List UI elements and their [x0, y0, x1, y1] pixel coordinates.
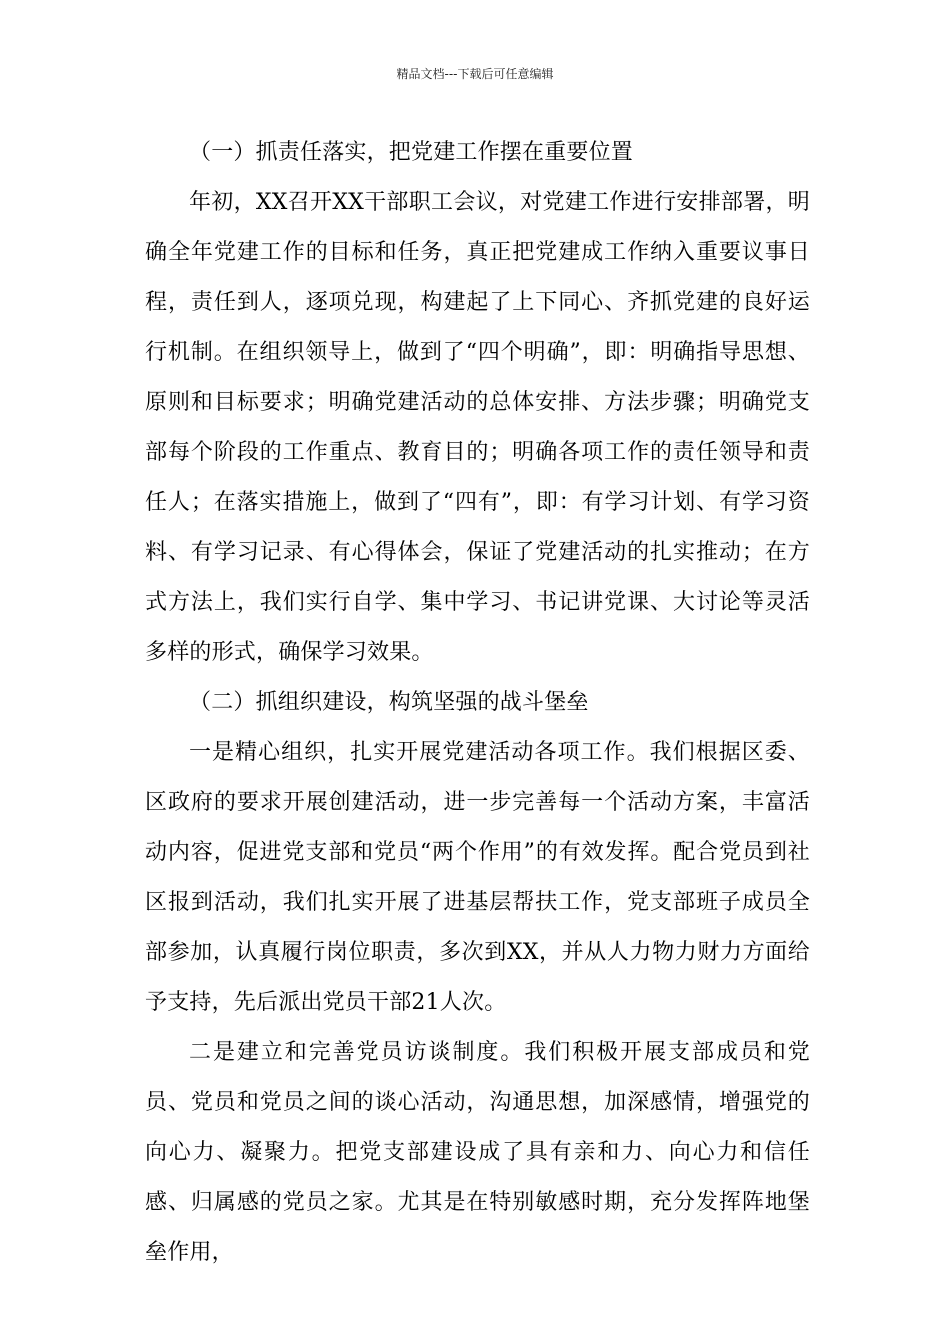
- section-2-paragraph-1: 一是精心组织，扎实开展党建活动各项工作。我们根据区委、区政府的要求开展创建活动，进一步完善每一个活动方案，丰富活动内容，促进党支部和党员“两个作用”的有效发挥。配合党员到社区报到活动，我们扎实开展了进基层帮扶工作，党支部班子成员全部参加，认真履行岗位职责，多次到XX，并从人力物力财力方面给予支持，先后派出党员干部21人次。: [145, 740, 810, 1015]
- document-body: [145, 128, 810, 1278]
- page-header: 精品文档---下载后可任意编辑: [396, 67, 554, 81]
- section-heading-2: （二）抓组织建设，构筑坚强的战斗堡垒: [189, 690, 589, 715]
- section-2-paragraph-2: 二是建立和完善党员访谈制度。我们积极开展支部成员和党员、党员和党员之间的谈心活动，沟通思想，加深感情，增强党的向心力、凝聚力。把党支部建设成了具有亲和力、向心力和信任感、归属感的党员之家。尤其是在特别敏感时期，充分发挥阵地堡垒作用，: [145, 1040, 810, 1265]
- section-heading-1: （一）抓责任落实，把党建工作摆在重要位置: [189, 140, 634, 165]
- section-1-paragraph-1: 年初，XX召开XX干部职工会议，对党建工作进行安排部署，明确全年党建工作的目标和任务，真正把党建成工作纳入重要议事日程，责任到人，逐项兑现，构建起了上下同心、齐抓党建的良好运行机制。在组织领导上，做到了“四个明确”，即：明确指导思想、原则和目标要求；明确党建活动的总体安排、方法步骤；明确党支部每个阶段的工作重点、教育目的；明确各项工作的责任领导和责任人；在落实措施上，做到了“四有”，即：有学习计划、有学习资料、有学习记录、有心得体会，保证了党建活动的扎实推动；在方式方法上，我们实行自学、集中学习、书记讲党课、大讨论等灵活多样的形式，确保学习效果。: [145, 190, 810, 665]
